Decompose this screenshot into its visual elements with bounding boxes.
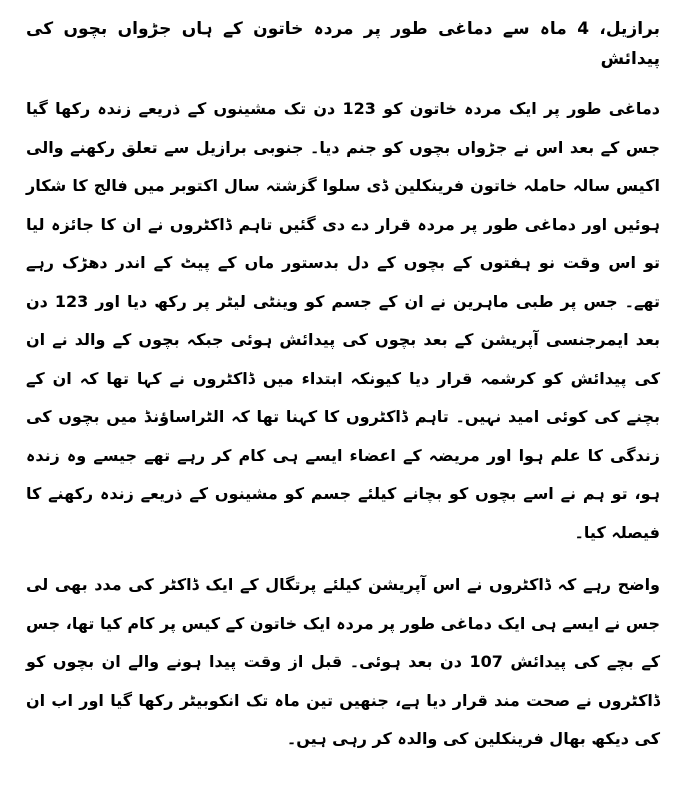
article-paragraph-2: واضح رہے کہ ڈاکٹروں نے اس آپریشن کیلئے پرتگال کے ایک ڈاکٹر کی مدد بھی لی جس نے ایسے ہی ایک دماغی طور پر مردہ ایک خاتون کے کیس پر کام کیا تھا، جس کے بچے کی پیدائش 107 دن بعد ہوئی۔ قبل از وقت پیدا ہونے والے ان بچوں کو ڈاکٹروں نے صحت مند قرار دیا ہے، جنھیں تین ماہ تک انکوبیٹر رکھا گیا اور اب ان کی دیکھ بھال فرینکلین کی والدہ کر رہی ہیں۔ <box>26 575 661 748</box>
article-headline: برازیل، 4 ماہ سے دماغی طور پر مردہ خاتون کے ہاں جڑواں بچوں کی پیدائش <box>26 19 660 69</box>
article <box>26 14 660 804</box>
article-paragraph-1: دماغی طور پر ایک مردہ خاتون کو 123 دن تک مشینوں کے ذریعے زندہ رکھا گیا جس کے بعد اس نے جڑواں بچوں کو جنم دیا۔ جنوبی برازیل سے تعلق رکھنے والی اکیس سالہ حاملہ خاتون فرینکلین ڈی سلوا گزشتہ سال اکتوبر میں فالج کا شکار ہوئیں اور دماغی طور پر مردہ قرار دے دی گئیں تاہم ڈاکٹروں نے ان کا جائزہ لیا تو اس وقت نو ہفتوں کے بچوں کے دل بدستور ماں کے پیٹ کے اندر دھڑک رہے تھے۔ جس پر طبی ماہرین نے ان کے جسم کو وینٹی لیٹر پر رکھ دیا اور 123 دن بعد ایمرجنسی آپریشن کے بعد بچوں کی پیدائش ہوئی جبکہ بچوں کے والد نے ان کی پیدائش کو کرشمہ قرار دیا کیونکہ ابتداء میں ڈاکٹروں نے کہا تھا کہ ان کے بچنے کی کوئی امید نہیں۔ تاہم ڈاکٹروں کا کہنا تھا کہ الٹراساؤنڈ میں بچوں کی زندگی کا علم ہوا اور مریضہ کے اعضاء ایسے ہی کام کر رہے تھے جیسے وہ زندہ ہو، تو ہم نے اسے بچوں کو بچانے کیلئے جسم کو مشینوں کے ذریعے زندہ رکھنے کا فیصلہ کیا۔ <box>26 99 660 542</box>
